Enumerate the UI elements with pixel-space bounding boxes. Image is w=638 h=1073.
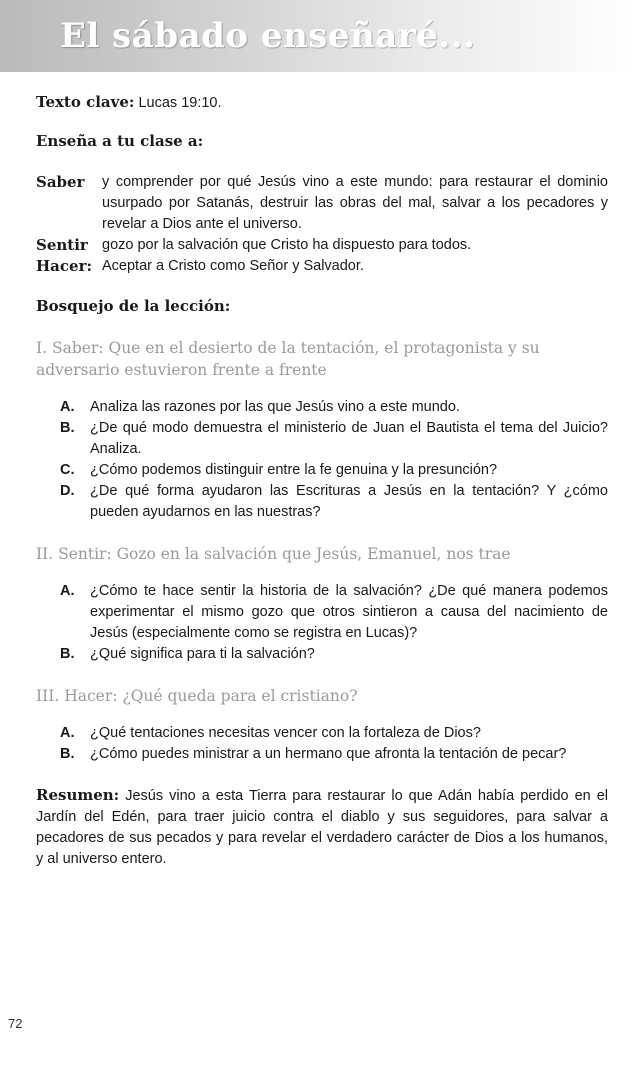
lesson-content [36, 92, 608, 885]
list-item: A. Analiza las razones por las que Jesús vino a este mundo. [60, 399, 460, 415]
outline-list-hacer [36, 723, 608, 765]
list-item: B. ¿Qué significa para ti la salvación? [60, 646, 315, 662]
list-item: B. ¿De qué modo demuestra el ministerio de Juan el Bautista el tema del Juicio? Analiza. [60, 420, 608, 457]
teach-heading: Enseña a tu clase a: [36, 132, 204, 150]
goal-text-hacer: Aceptar a Cristo como Señor y Salvador. [102, 258, 364, 274]
list-item: B. ¿Cómo puedes ministrar a un hermano que afronta la tentación de pecar? [60, 746, 567, 762]
outline-heading: Bosquejo de la lección: [36, 297, 231, 315]
outline-list-saber [36, 397, 608, 523]
goal-term-saber: Saber [36, 173, 85, 191]
learning-goals [36, 172, 608, 277]
list-item: A. ¿Cómo te hace sentir la historia de la salvación? ¿De qué manera podemos experimentar el mismo gozo que otros sintieron a causa del nacimiento de Jesús (especialmente como se registra en Lucas)? [60, 583, 608, 641]
summary-paragraph [36, 785, 608, 870]
goal-text-sentir: gozo por la salvación que Cristo ha dispuesto para todos. [102, 237, 472, 253]
goal-term-sentir: Sentir [36, 236, 88, 254]
goal-text-saber: y comprender por qué Jesús vino a este mundo: para restaurar el dominio usurpado por Satanás, destruir las obras del mal, salvar a los pecadores y revelar a Dios ante el universo. [102, 174, 608, 232]
outline-section-saber: I. Saber: Que en el desierto de la tentación, el protagonista y su adversario estuvieron frente a frente [36, 339, 540, 379]
key-text-label: Texto clave: [36, 93, 135, 111]
outline-section-hacer: III. Hacer: ¿Qué queda para el cristiano? [36, 687, 358, 705]
list-item: D. ¿De qué forma ayudaron las Escrituras a Jesús en la tentación? Y ¿cómo pueden ayudarnos en las nuestras? [60, 483, 608, 520]
summary-label: Resumen: [36, 786, 120, 804]
outline-list-sentir [36, 581, 608, 665]
list-item: C. ¿Cómo podemos distinguir entre la fe genuina y la presunción? [60, 462, 498, 478]
page-title: El sábado enseñaré... [60, 16, 476, 56]
page-number: 72 [8, 1016, 23, 1031]
list-item: A. ¿Qué tentaciones necesitas vencer con la fortaleza de Dios? [60, 725, 481, 741]
outline-section-sentir: II. Sentir: Gozo en la salvación que Jesús, Emanuel, nos trae [36, 545, 511, 563]
summary-text: Jesús vino a esta Tierra para restaurar lo que Adán había perdido en el Jardín del Edén, para traer juicio contra el diablo y sus seguidores, para salvar a pecadores de sus pecados y para revelar el verdadero carácter de Dios a los humanos, y al universo entero. [36, 788, 608, 867]
key-text [36, 92, 608, 114]
title-banner [0, 0, 638, 72]
key-text-value: Lucas 19:10. [138, 95, 222, 111]
goal-term-hacer: Hacer: [36, 257, 93, 275]
